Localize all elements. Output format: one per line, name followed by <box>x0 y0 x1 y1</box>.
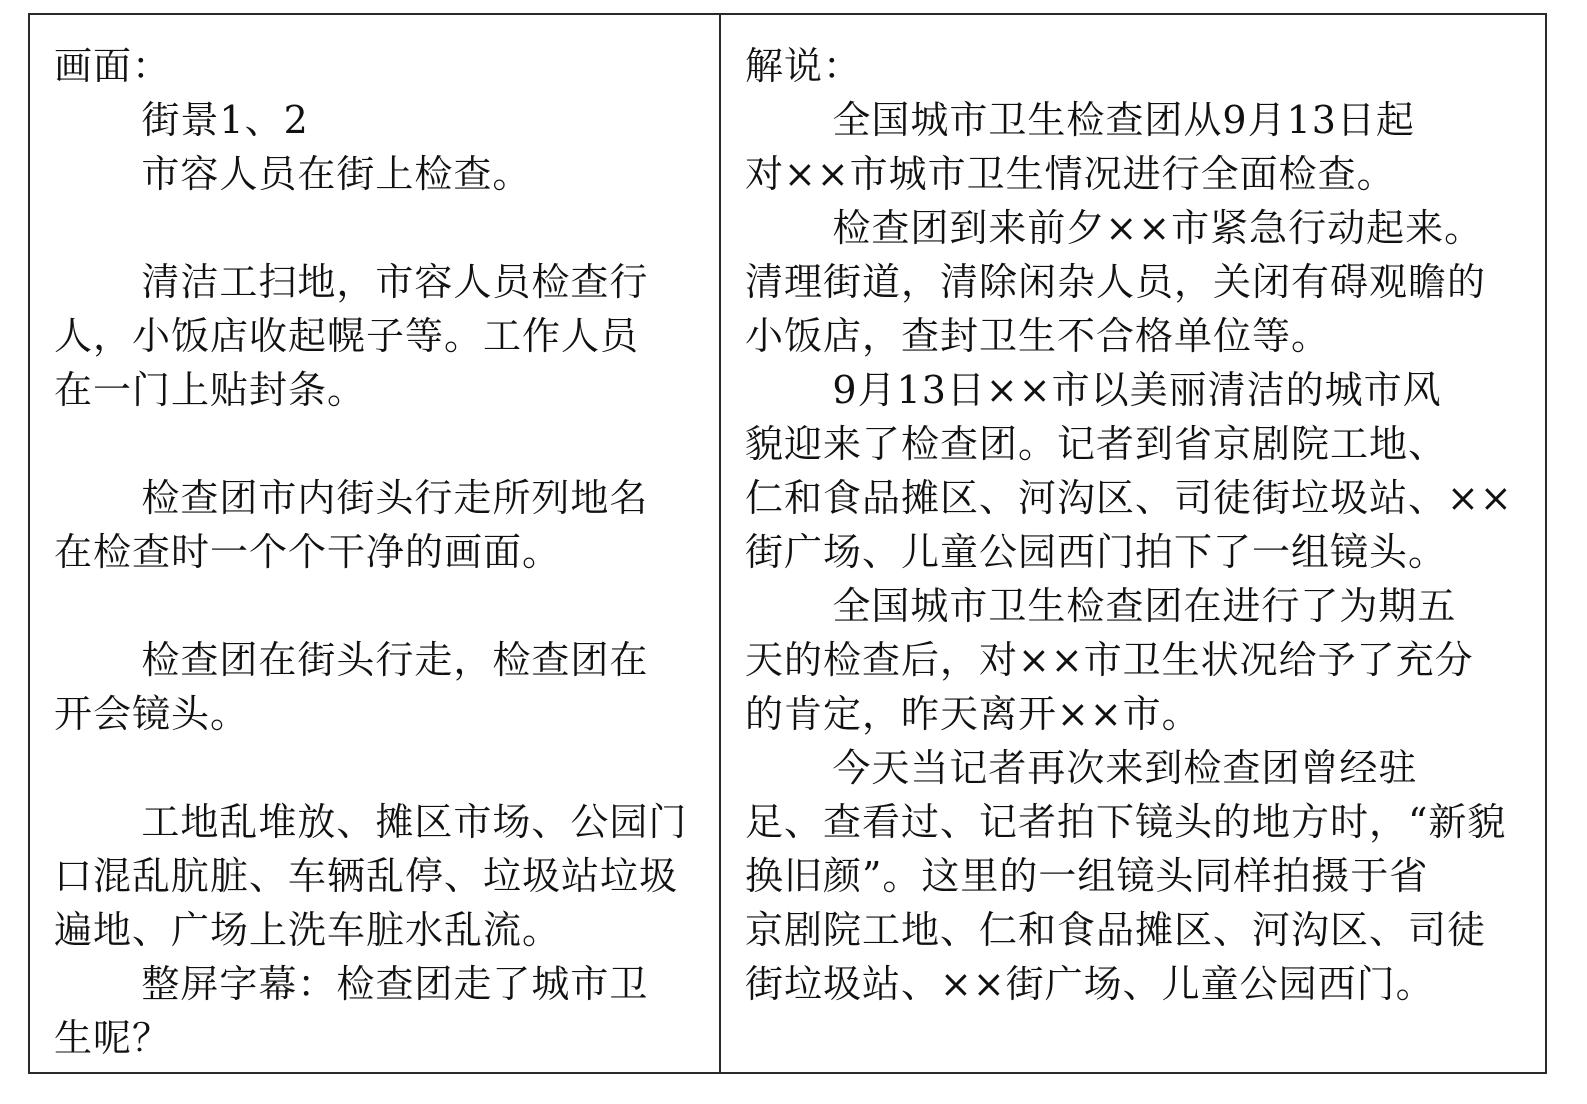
narration-paragraph: 今天当记者再次来到检查团曾经驻 足、查看过、记者拍下镜头的地方时，“新貌 换旧颜”。这里的一组镜头同样拍摄于省 京剧院工地、仁和食品摊区、河沟区、司徒 街垃圾站、××街广场、儿童公园西门。 <box>745 746 1507 1006</box>
narration-column-heading: 解说： <box>745 44 863 88</box>
picture-paragraph: 清洁工扫地，市容人员检查行 人，小饭店收起幌子等。工作人员 在一门上贴封条。 <box>54 260 649 412</box>
narration-paragraph: 全国城市卫生检查团从9月13日起 对××市城市卫生情况进行全面检查。 <box>745 98 1415 196</box>
narration-paragraph: 全国城市卫生检查团在进行了为期五 天的检查后，对××市卫生状况给予了充分 的肯定，昨天离开××市。 <box>745 584 1474 736</box>
picture-paragraph: 检查团市内街头行走所列地名 在检查时一个个干净的画面。 <box>54 476 649 574</box>
narration-paragraph: 9月13日××市以美丽清洁的城市风 貌迎来了检查团。记者到省京剧院工地、 仁和食品摊区、河沟区、司徒街垃圾站、×× 街广场、儿童公园西门拍下了一组镜头。 <box>745 368 1513 574</box>
narration-paragraph: 检查团到来前夕××市紧急行动起来。 清理街道，清除闲杂人员，关闭有碍观瞻的 小饭店，查封卫生不合格单位等。 <box>745 206 1487 358</box>
picture-paragraph: 市容人员在街上检查。 <box>141 152 532 196</box>
picture-paragraph: 工地乱堆放、摊区市场、公园门 口混乱肮脏、车辆乱停、垃圾站垃圾 遍地、广场上洗车脏水乱流。 <box>54 800 688 952</box>
picture-paragraph: 街景1、2 <box>141 98 309 142</box>
script-table <box>28 13 1547 1074</box>
picture-column-heading: 画面： <box>54 44 172 88</box>
picture-column <box>30 15 721 1072</box>
picture-paragraph: 整屏字幕：检查团走了城市卫 生呢？ <box>54 962 649 1060</box>
picture-paragraph: 检查团在街头行走，检查团在 开会镜头。 <box>54 638 649 736</box>
narration-column <box>721 15 1545 1072</box>
